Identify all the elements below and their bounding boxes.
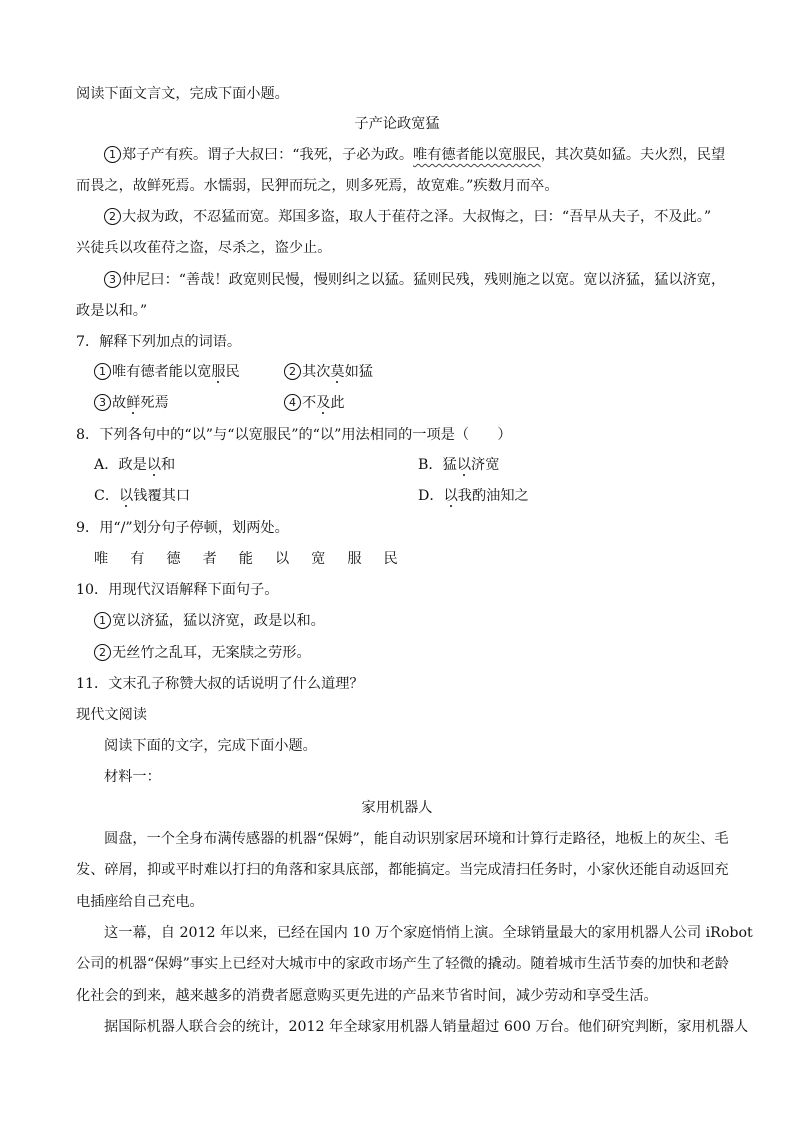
circled-number: 3: [104, 271, 121, 288]
circled-number: 1: [94, 363, 111, 380]
question-8-option-b: [418, 455, 499, 475]
passage-paragraph-2-line-1: [104, 207, 711, 227]
material-paragraph-3-line-1: 据国际机器人联合会的统计，2012 年全球家用机器人销量超过 600 万台。他们研究判断，家用机器人: [104, 1019, 749, 1035]
text-segment: 仲尼曰：“善哉！政宽则民慢，慢则纠之以猛。猛则民残，残则施之以宽。宽以济猛，猛以济宽，: [122, 272, 726, 288]
wavy-underlined-sentence: 唯有德者能以宽服民: [413, 147, 541, 163]
reading-intro: 阅读下面文言文，完成下面小题。: [76, 86, 289, 102]
text-segment: 不: [302, 395, 317, 411]
text-segment: 济宽: [471, 457, 500, 473]
circled-number: 4: [284, 394, 301, 411]
passage-paragraph-3-line-1: [104, 270, 725, 290]
question-7-item-2: [284, 362, 373, 382]
question-9-stem: 9．用“/”划分句子停顿，划两处。: [76, 520, 289, 536]
question-8-option-d: [418, 486, 529, 506]
material-paragraph-2-line-1: 这一幕，自 2012 年以来，已经在国内 10 万个家庭悄悄上演。全球销量最大的家用机器人公司 iRobot: [104, 925, 753, 941]
option-label: D．: [418, 488, 444, 504]
text-segment: 无丝竹之乱耳，无案牍之劳形。: [112, 645, 311, 661]
dotted-word: 以: [146, 457, 162, 473]
passage-paragraph-1-line-1: [104, 145, 725, 165]
text-segment: 钱覆其口: [133, 488, 191, 504]
dotted-word: 鲜: [126, 395, 141, 411]
text-segment: 猛: [442, 457, 457, 473]
material-paragraph-1-line-2: 发、碎屑，抑或平时难以打扫的角落和家具底部，都能搞定。当完成清扫任务时，小家伙还能自动返回充: [76, 862, 729, 878]
text-segment: 民: [225, 364, 240, 380]
section-instruction: 阅读下面的文字，完成下面小题。: [104, 738, 317, 754]
passage-paragraph-2-line-2: 兴徒兵以攻萑苻之盗，尽杀之，盗少止。: [76, 240, 332, 256]
text-segment: 其次: [302, 364, 331, 380]
dotted-word: 以: [443, 488, 458, 504]
question-9-sentence: 唯有德者能以宽服民: [94, 551, 420, 567]
circled-number: 2: [94, 644, 111, 661]
passage-paragraph-3-line-2: 政是以和。”: [76, 303, 148, 319]
question-7-item-4: [284, 393, 345, 413]
dotted-word: 莫: [330, 364, 345, 380]
option-label: B．: [418, 457, 443, 473]
dotted-word: 及: [316, 395, 331, 411]
text-segment: 郑子产有疾。谓子大叔曰：“我死，子必为政。: [122, 147, 414, 163]
material-paragraph-1-line-1: 圆盘，一个全身布满传感器的机器“保姆”，能自动识别家居环境和计算行走路径，地板上的灰尘、毛: [104, 831, 729, 847]
dotted-word: 以: [456, 457, 472, 473]
circled-number: 3: [94, 394, 111, 411]
material-label: 材料一：: [104, 769, 161, 785]
question-10-item-2: [94, 643, 311, 663]
text-segment: 和: [161, 457, 176, 473]
circled-number: 1: [104, 146, 121, 163]
question-8-option-a: [94, 455, 175, 475]
material-paragraph-2-line-3: 化社会的到来，越来越多的消费者愿意购买更先进的产品来节省时间，减少劳动和享受生活。: [76, 988, 658, 1004]
passage-paragraph-1-line-2: 而畏之，故鲜死焉。水懦弱，民狎而玩之，则多死焉，故宽难。”疾数月而卒。: [76, 178, 559, 194]
question-10-stem: 10．用现代汉语解释下面句子。: [76, 582, 279, 598]
passage-title: 子产论政宽猛: [354, 116, 440, 132]
material-title: 家用机器人: [361, 800, 433, 816]
question-7-item-3: [94, 393, 169, 413]
question-7-item-1: [94, 362, 240, 382]
circled-number: 1: [94, 612, 111, 629]
text-segment: 大叔为政，不忍猛而宽。郑国多盗，取人于萑苻之泽。大叔悔之，曰：“吾早从夫子，不及此。”: [122, 209, 712, 225]
material-paragraph-1-line-3: 电插座给自己充电。: [76, 894, 204, 910]
question-11-stem: 11．文末孔子称赞大叔的话说明了什么道理？: [76, 676, 364, 692]
text-segment: ，其次莫如猛。夫火烈，民望: [540, 147, 726, 163]
text-segment: 死焉: [140, 395, 169, 411]
material-paragraph-2-line-2: 公司的机器“保姆”事实上已经对大城市中的家政市场产生了轻微的撬动。随着城市生活节奏的加快和老龄: [76, 956, 729, 972]
option-label: A．: [94, 457, 119, 473]
option-label: C．: [94, 488, 120, 504]
section-heading: 现代文阅读: [76, 707, 147, 723]
dotted-word: 服: [211, 364, 226, 380]
question-8-stem: 8．下列各句中的“以”与“以宽服民”的“以”用法相同的一项是（ ）: [76, 427, 512, 443]
text-segment: 唯有德者能以宽: [112, 364, 212, 380]
question-8-option-c: [94, 486, 190, 506]
circled-number: 2: [284, 363, 301, 380]
question-10-item-1: [94, 611, 325, 631]
text-segment: 我酌油知之: [457, 488, 529, 504]
text-segment: 故: [112, 395, 127, 411]
question-7-stem: 7．解释下列加点的词语。: [76, 334, 242, 350]
text-segment: 此: [330, 395, 345, 411]
dotted-word: 以: [119, 488, 134, 504]
circled-number: 2: [104, 208, 121, 225]
text-segment: 政是: [118, 457, 147, 473]
text-segment: 如猛: [344, 364, 373, 380]
text-segment: 宽以济猛，猛以济宽，政是以和。: [112, 613, 325, 629]
